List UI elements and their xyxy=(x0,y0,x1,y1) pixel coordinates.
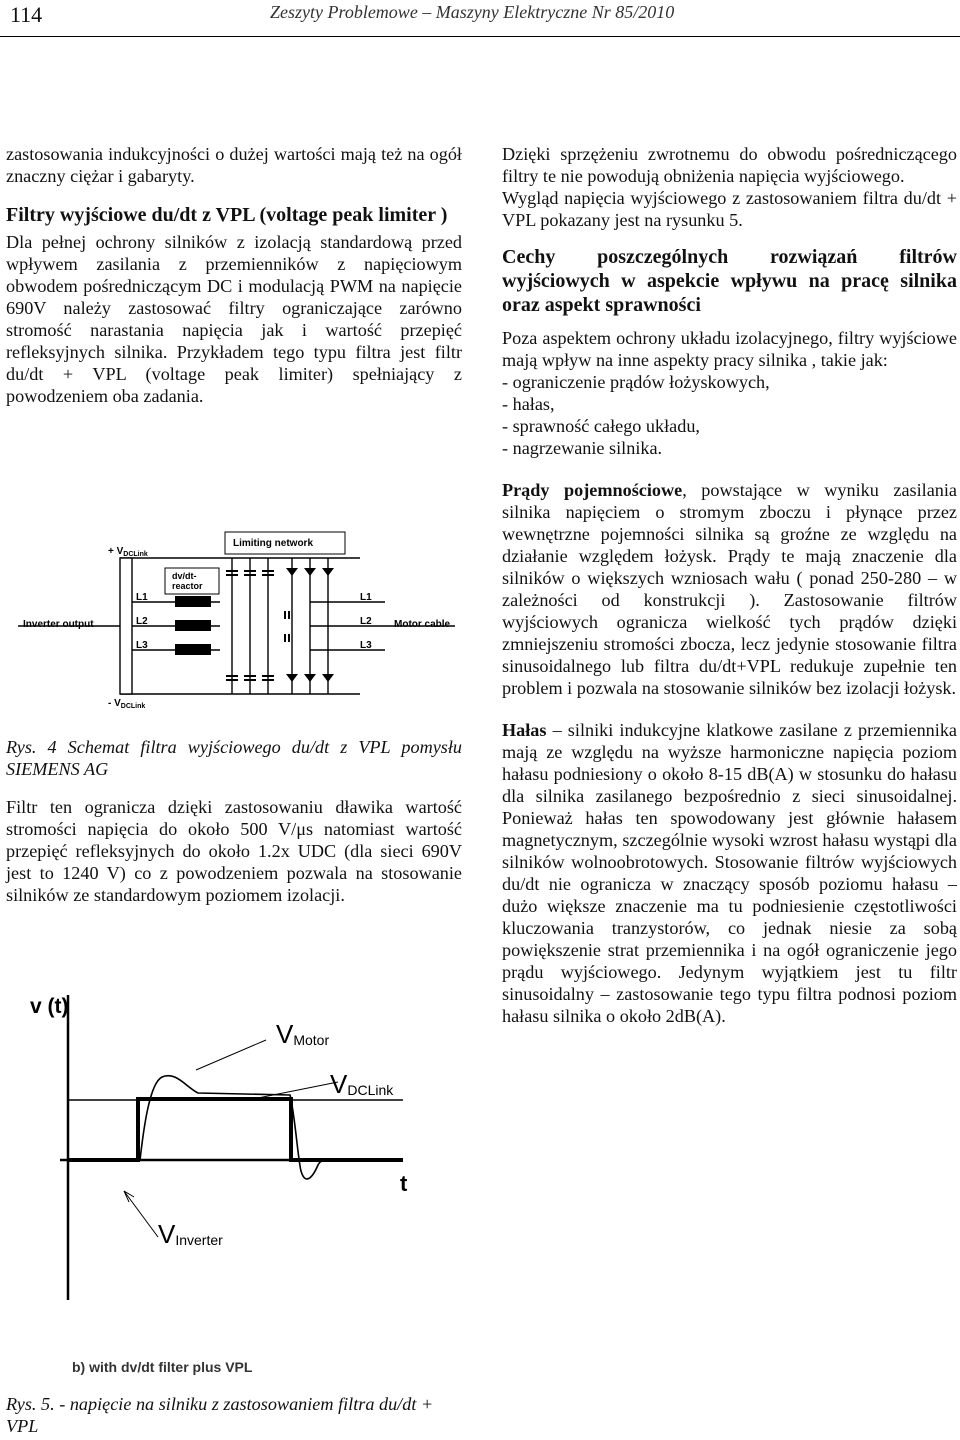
right-column xyxy=(502,143,957,1027)
svg-text:+ VDCLink xyxy=(108,546,148,558)
svg-text:VDCLink xyxy=(330,1069,394,1099)
page-header xyxy=(0,0,960,42)
output-voltage-paragraph: Wygląd napięcia wyjściowego z zastosowaniem filtra du/dt + VPL pokazany jest na rysunku 5. xyxy=(502,188,957,230)
left-column-top xyxy=(6,143,462,407)
header-rule xyxy=(0,36,960,37)
fig5-inner-caption: b) with dv/dt filter plus VPL xyxy=(72,1359,253,1375)
v-inverter-sub: Inverter xyxy=(175,1232,223,1248)
figure-5-waveform xyxy=(8,975,463,1385)
l1-left: L1 xyxy=(136,592,148,603)
svg-text:- VDCLink xyxy=(108,698,145,710)
v-inverter-label: V xyxy=(158,1219,176,1249)
svg-text:VMotor xyxy=(276,1019,329,1049)
vdc-plus-label: + V xyxy=(108,546,124,557)
l2-right: L2 xyxy=(360,616,372,627)
vdc-minus-label: - V xyxy=(108,698,121,709)
capacitive-currents-paragraph xyxy=(502,479,957,699)
reactor-label-1: dv/dt- xyxy=(172,571,197,581)
v-motor-label: V xyxy=(276,1019,294,1049)
vdc-minus-sub: DCLink xyxy=(120,703,146,710)
l2-left: L2 xyxy=(136,616,148,627)
noise-paragraph xyxy=(502,719,957,1027)
aspect-list-item: - ograniczenie prądów łożyskowych, xyxy=(502,372,770,392)
inverter-output-label: Inverter output xyxy=(23,619,94,630)
aspect-list-item: - hałas, xyxy=(502,394,555,414)
left-column-bottom xyxy=(6,1393,462,1437)
v-motor-sub: Motor xyxy=(293,1032,330,1048)
section-heading-features: Cechy poszczególnych rozwiązań filtrów wyjściowych w aspekcie wpływu na pracę silnika oraz aspekt sprawności xyxy=(502,246,957,316)
reactor-label-2: reactor xyxy=(172,581,203,591)
limiting-network-label: Limiting network xyxy=(233,538,313,549)
journal-title: Zeszyty Problemowe – Maszyny Elektryczne Nr 85/2010 xyxy=(270,2,675,22)
svg-text:VInverter xyxy=(158,1219,223,1249)
v-dclink-sub: DCLink xyxy=(347,1082,394,1098)
l3-left: L3 xyxy=(136,640,148,651)
figure-4-schematic xyxy=(10,526,460,711)
y-axis-label: v (t) xyxy=(30,995,69,1018)
vdc-plus-sub: DCLink xyxy=(123,551,148,558)
l3-right: L3 xyxy=(360,640,372,651)
left-column-middle xyxy=(6,736,462,906)
aspects-paragraph: Poza aspektem ochrony układu izolacyjnego, filtry wyjściowe mają wpływ na inne aspekty pracy silnika , takie jak: xyxy=(502,328,957,370)
figure-5-caption: Rys. 5. - napięcie na silniku z zastosowaniem filtra du/dt + VPL xyxy=(6,1394,434,1436)
capacitive-currents-text: , powstające w wyniku zasilania silnika napięciem o stromym zboczu i płynące przez wewnętrzne pojemności silnika są groźne ze względu na działanie względem łożysk. Prądy te mają znaczenie dla silników o większych wzniosach wału ( ponad 250-280 – w zależności od konstrukcji ). Zastosowanie filtrów wyjściowych ogranicza wielkość tych prądów dzięki zmniejszeniu stromości zbocza, lecz jedynie stosowanie filtra sinusoidalnego lub filtra du/dt+VPL redukuje zupełnie ten problem i pozwala na stosowanie silników bez izolacji łożysk. xyxy=(502,480,957,698)
vpl-paragraph: Dla pełnej ochrony silników z izolacją standardową przed wpływem zasilania z przemienników z napięciowym obwodem pośredniczącym DC i modulacją PWM na napięcie 690V należy zastosować filtry ograniczające zarówno stromość narastania napięcia jak i wartość przepięć refleksyjnych silnika. Przykładem tego typu filtra jest filtr du/dt + VPL (voltage peak limiter) spełniający z powodzeniem oba zadania. xyxy=(6,232,462,406)
v-dclink-label: V xyxy=(330,1069,348,1099)
page-number: 114 xyxy=(10,2,43,27)
aspect-list-item: - nagrzewanie silnika. xyxy=(502,438,663,458)
intro-paragraph: zastosowania indukcyjności o dużej wartości mają też na ogół znaczny ciężar i gabaryty. xyxy=(6,144,462,186)
x-axis-label: t xyxy=(400,1171,408,1196)
capacitive-currents-term: Prądy pojemnościowe xyxy=(502,480,683,500)
filter-paragraph: Filtr ten ogranicza dzięki zastosowaniu dławika wartość stromości napięcia do około 500 V/μs natomiast wartość przepięć refleksyjnych do około 1.2x UDC (dla sieci 690V jest to 1240 V) co z powodzeniem pozwala na stosowanie silników ze standardowym poziomem izolacji. xyxy=(6,797,462,905)
figure-4-caption: Rys. 4 Schemat filtra wyjściowego du/dt z VPL pomysłu SIEMENS AG xyxy=(6,737,462,779)
feedback-paragraph: Dzięki sprzężeniu zwrotnemu do obwodu pośredniczącego filtry te nie powodują obniżenia napięcia wyjściowego. xyxy=(502,144,957,186)
noise-term: Hałas xyxy=(502,720,547,740)
motor-cable-label: Motor cable xyxy=(394,619,451,630)
section-heading-vpl: Filtry wyjściowe du/dt z VPL (voltage peak limiter ) xyxy=(6,204,448,226)
aspect-list-item: - sprawność całego układu, xyxy=(502,416,700,436)
noise-text: – silniki indukcyjne klatkowe zasilane z przemiennika mają ze względu na wyższe harmoniczne napięcia poziom hałasu podniesiony o około 8-15 dB(A) w stosunku do hałasu dla silnika zasilanego bezpośrednio z sieci sinusoidalnej. Ponieważ hałas ten spowodowany jest głównie hałasem magnetycznym, szczególnie wysoki wzrost hałasu wystąpi dla silników wolnoobrotowych. Stosowanie filtrów wyjściowych du/dt nie ogranicza w znaczący sposób poziomu hałasu – dużo większe znaczenie ma tu podniesienie częstotliwości kluczowania tranzystorów, co jednak niesie za sobą powiększenie strat przemiennika i na ogół ograniczenie jego prądu wyjściowego. Jedynym wyjątkiem jest tu filtr sinusoidalny – zastosowanie tego typu filtra podnosi poziom hałasu silnika o około 2dB(A). xyxy=(502,720,957,1026)
l1-right: L1 xyxy=(360,592,372,603)
